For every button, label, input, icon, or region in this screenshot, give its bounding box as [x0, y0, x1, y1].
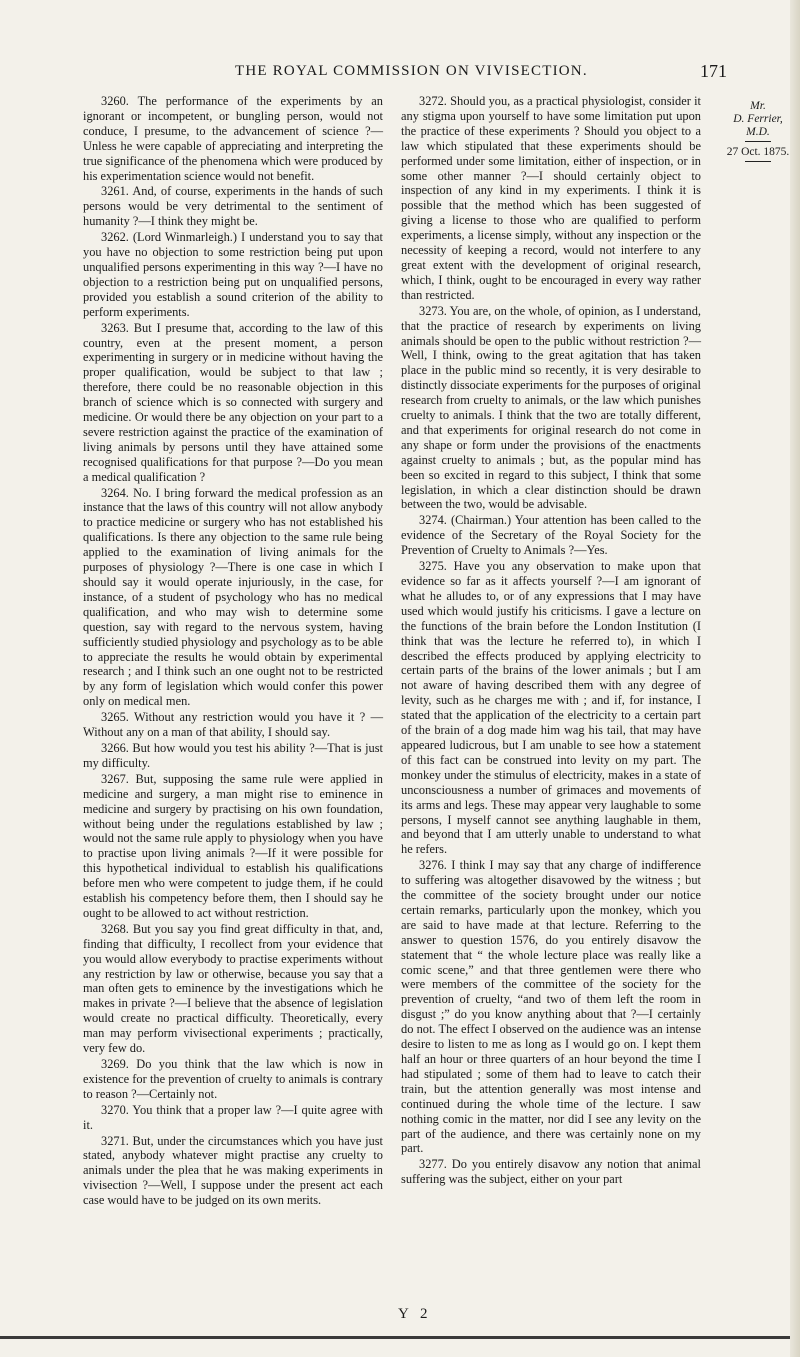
witness-date: 27 Oct. 1875.: [726, 146, 790, 158]
left-column: [83, 94, 383, 1208]
witness-title: Mr.: [750, 100, 766, 112]
paragraph-3264: 3264. No. I bring forward the medical profession as an instance that the laws of this country will not allow anybody to practice medicine or surgery who has not established his qualifications. Is there any objection to the same rule being applied to the examination of living animals for the purposes of physiology ?—There is one case in which I should say it would operate injuriously, in the case, for instance, of a student of psychology who has no medical qualification, and who may wish to determine some question, say with regard to the nervous system, having sufficiently studied physiology and psychology as to be able to appreciate the results he would obtain by experimental research ; and I think such an one ought not to be restricted by any form of legislation which would confer this power only on medical men.: [83, 485, 383, 709]
paragraph-3277: 3277. Do you entirely disavow any notion that animal suffering was the subject, either on your part: [401, 1157, 701, 1187]
paragraph-3276: 3276. I think I may say that any charge of indifference to suffering was altogether disavowed by the witness ; but the committee of the society brought under our notice certain remarks, particularly upon the monkey, which you are said to have made at that lecture. Referring to the answer to question 1576, do you entirely disavow the statement that “ the whole lecture place was really like a comic scene,” and that three gentlemen were there who were members of the committee of the society for the prevention of cruelty, “and two of them left the room in disgust ;” do you know anything about that ?—I certainly do not. The effect I observed on the audience was an intense desire to listen to me as long as I would go on. I kept them half an hour or three quarters of an hour beyond the time I had stipulated ; some of them had to leave to catch their train, but the attention generally was most intense and continued during the whole time of the lecture. I saw nothing comic in the matter, nor did I see any levity on the part of the audience, and there was certainly none on my part.: [401, 858, 701, 1156]
running-title: THE ROYAL COMMISSION ON VIVISECTION.: [235, 63, 588, 79]
paragraph-3270: 3270. You think that a proper law ?—I quite agree with it.: [83, 1102, 383, 1132]
page-number: 171: [700, 61, 727, 81]
margin-rule-bottom: [745, 161, 771, 162]
paragraph-3267: 3267. But, supposing the same rule were applied in medicine and surgery, a man might rise to eminence in medicine and surgery by practising on his own foundation, without being under the regulations established by law ; would not the same rule apply to physiology when you have to practise upon living animals ?—If it were possible for this hypothetical individual to establish his qualifications before men who were competent to judge them, if he could establish his competency before them, then I should say he ought to be allowed to act without restriction.: [83, 771, 383, 920]
paragraph-3265: 3265. Without any restriction would you have it ? —Without any on a man of that ability, I should say.: [83, 710, 383, 740]
signature-mark: Y 2: [398, 1306, 432, 1322]
witness-margin-note: [718, 100, 798, 164]
paragraph-3263: 3263. But I presume that, according to the law of this country, even at the present moment, a person experimenting in surgery or in medicine without having the proper qualification, would be subject to that law ; therefore, there could be no reasonable objection in this branch of science which is so connected with surgery and medicine. Or would there be any objection on your part to a severe restriction against the practice of the examination of living animals by persons until they have attained some recognised qualifications for that purpose ?—Do you mean a medical qualification ?: [83, 320, 383, 484]
page-edge: [790, 0, 800, 1357]
witness-surname: D. Ferrier,: [733, 113, 783, 125]
paragraph-3268: 3268. But you say you find great difficulty in that, and, finding that difficulty, I recollect from your evidence that you would allow everybody to practise experiments without any restriction by law or otherwise, because you say that a man often gets to eminence by the investigations which he makes in private ?—I believe that the absence of legislation would create no practical difficulty. Theoretically, every man may perform vivisectional experiments ; practically, very few do.: [83, 921, 383, 1056]
paragraph-3273: 3273. You are, on the whole, of opinion, as I understand, that the practice of research by experiments on living animals should be open to the public without restriction ?—Well, I think, owing to the great agitation that has taken place in the public mind so recently, it is very desirable to distinctly dissociate experiments for the purposes of original research from cruelty to animals, or the law which punishes cruelty to animals. I think that the two are totally different, and that experiments for original research do not come in any shape or form under the provisions of the enactments against cruelty to animals ; but, as the popular mind has been so excited in regard to this subject, I think that some legislation, in which a clear distinction should be drawn between the two, would be advisable.: [401, 303, 701, 512]
paragraph-3271: 3271. But, under the circumstances which you have just stated, anybody whatever might practise any cruelty to animals under the plea that he was making experiments in vivisection ?—Well, I suppose under the present act each case would have to be judged on its own merits.: [83, 1133, 383, 1208]
paragraph-3266: 3266. But how would you test his ability ?—That is just my difficulty.: [83, 740, 383, 770]
page-header: [0, 55, 800, 85]
paragraph-3274: 3274. (Chairman.) Your attention has been called to the evidence of the Secretary of the Royal Society for the Prevention of Cruelty to Animals ?—Yes.: [401, 513, 701, 558]
paragraph-3261: 3261. And, of course, experiments in the hands of such persons would be very detrimental to the sentiment of humanity ?—I think they might be.: [83, 184, 383, 229]
paragraph-3269: 3269. Do you think that the law which is now in existence for the prevention of cruelty to animals is contrary to reason ?—Certainly not.: [83, 1057, 383, 1101]
paragraph-3272: 3272. Should you, as a practical physiologist, consider it any stigma upon yourself to have some limitation put upon the practice of these experiments ? Should you object to a law which stipulated that these experiments should be performed under some limitation, either of inspection, or in some other manner ?—I should certainly object to inspection of any kind in my experiments. I think it is possible that the method which has been suggested of giving a license to those who are qualified to perform experiments, a license simply, without any inspection or the necessity of keeping a record, would not interfere to any great extent with the development of original research, which, I think, ought to be encouraged in every way rather than restricted.: [401, 94, 701, 302]
margin-rule: [745, 141, 771, 142]
witness-degree: M.D.: [746, 126, 770, 138]
paragraph-3260: 3260. The performance of the experiments by an ignorant or incompetent, or bungling person, would not conduce, I presume, to the advancement of science ?—Unless he were capable of appreciating and interpreting the true significance of the phenomena which were produced by his experimentation science would not benefit.: [83, 94, 383, 183]
right-column: [401, 94, 701, 1187]
paragraph-3262: 3262. (Lord Winmarleigh.) I understand you to say that you have no objection to some restriction being put upon unqualified persons experimenting in this way ?—I have no objection to a restriction being put on unqualified persons, provided you establish a sound criterion of the ability to perform experiments.: [83, 230, 383, 319]
paragraph-3275: 3275. Have you any observation to make upon that evidence so far as it affects yourself ?—I am ignorant of what he alludes to, or of any expressions that I may have used which would justify his criticisms. I gave a lecture on the functions of the brain before the London Institution (I think that was the lecture he referred to), in which I described the effects produced by applying electricity to certain parts of the brains of the lower animals ; but I am not aware of having described them with any degree of levity, such as he charges me with ; and if, for instance, I stated that the application of the electricity to a certain part of the brain of a dog made him wag his tail, that may have appeared ludicrous, but I am unable to see how a statement of this fact can be construed into levity on my part. The monkey under the stimulus of electricity, makes in a state of unconsciousness a number of grimaces and movements of its arms and legs. These may appear very laughable to some persons, I myself cannot see anything laughable in them, and beyond that I am utterly unable to understand to what he refers.: [401, 559, 701, 857]
bottom-rule: [0, 1336, 800, 1339]
